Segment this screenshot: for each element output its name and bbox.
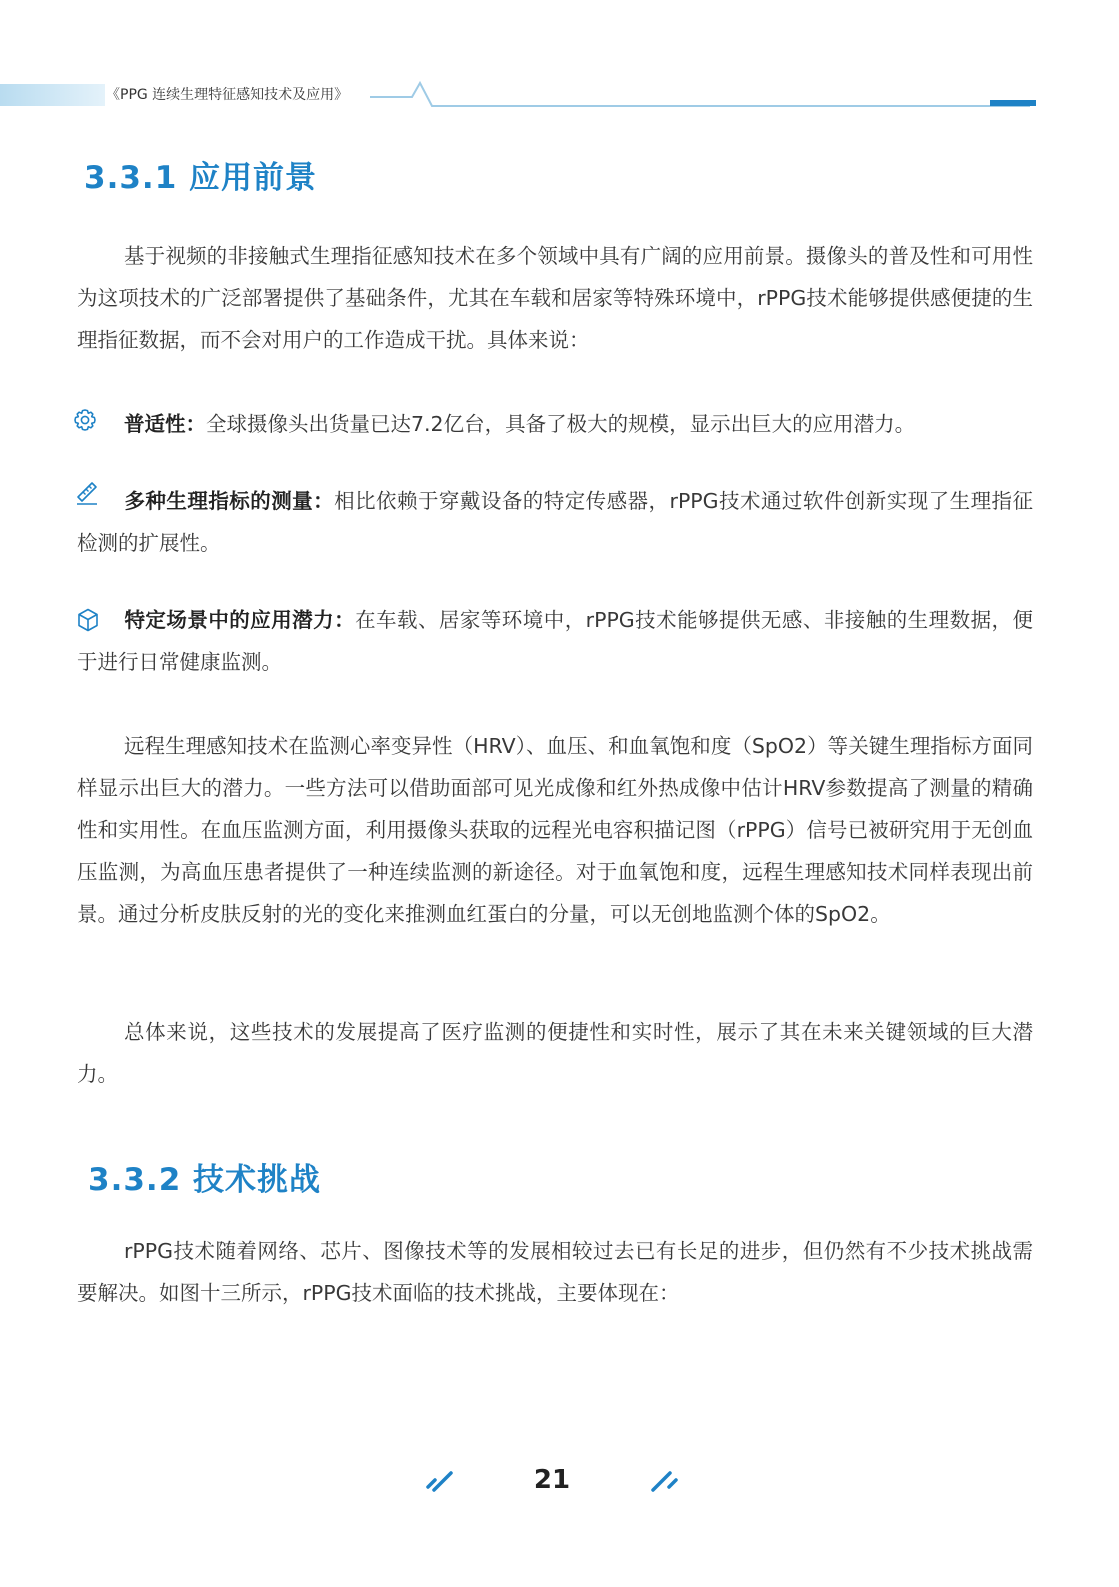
bullet-term: 普适性： — [124, 412, 206, 436]
bullet-term: 特定场景中的应用潜力： — [124, 608, 356, 632]
header-band — [0, 84, 105, 106]
bullet-item-universality — [77, 403, 1033, 445]
cube-icon — [75, 607, 101, 633]
remote-sensing-paragraph: 远程生理感知技术在监测心率变异性（HRV）、血压、和血氧饱和度（SpO2）等关键生理指标方面同样显示出巨大的潜力。一些方法可以借助面部可见光成像和红外热成像中估计HRV参数提高了测量的精确性和实用性。在血压监测方面，利用摄像头获取的远程光电容积描记图（rPPG）信号已被研究用于无创血压监测，为高血压患者提供了一种连续监测的新途径。对于血氧饱和度，远程生理感知技术同样表现出前景。通过分析皮肤反射的光的变化来推测血红蛋白的分量，可以无创地监测个体的SpO2。 — [77, 734, 1033, 926]
header-rule — [370, 78, 1040, 114]
bullet-item-scenario-potential — [77, 599, 1033, 683]
section-heading-applications: 3.3.1 应用前景 — [84, 160, 318, 196]
section-heading-challenges: 3.3.2 技术挑战 — [88, 1162, 322, 1198]
page-number: 21 — [533, 1465, 571, 1495]
gear-icon — [72, 407, 98, 433]
bullet-term: 多种生理指标的测量： — [124, 489, 335, 513]
intro-paragraph: 基于视频的非接触式生理指征感知技术在多个领域中具有广阔的应用前景。摄像头的普及性和可用性为这项技术的广泛部署提供了基础条件，尤其在车载和居家等特殊环境中，rPPG技术能够提供感便捷的生理指征数据，而不会对用户的工作造成干扰。具体来说： — [77, 244, 1033, 352]
footer-slash-right-icon — [649, 1465, 685, 1495]
challenges-intro-paragraph: rPPG技术随着网络、芯片、图像技术等的发展相较过去已有长足的进步，但仍然有不少技术挑战需要解决。如图十三所示，rPPG技术面临的技术挑战，主要体现在： — [77, 1239, 1033, 1305]
summary-paragraph: 总体来说，这些技术的发展提高了医疗监测的便捷性和实时性，展示了其在未来关键领域的巨大潜力。 — [77, 1020, 1033, 1086]
bullet-text: 全球摄像头出货量已达7.2亿台，具备了极大的规模，显示出巨大的应用潜力。 — [206, 412, 916, 436]
ruler-pen-icon — [75, 480, 101, 506]
running-header-title: 《PPG 连续生理特征感知技术及应用》 — [106, 87, 349, 103]
bullet-item-multi-measurement — [77, 480, 1033, 564]
bullet-text: 相比依赖于穿戴设备的特定传感器，rPPG技术通过软件创新实现了生理指征检测的扩展性。 — [77, 489, 1034, 555]
footer-slash-left-icon — [424, 1465, 460, 1495]
bullet-text: 在车载、居家等环境中，rPPG技术能够提供无感、非接触的生理数据，便于进行日常健康监测。 — [77, 608, 1033, 674]
